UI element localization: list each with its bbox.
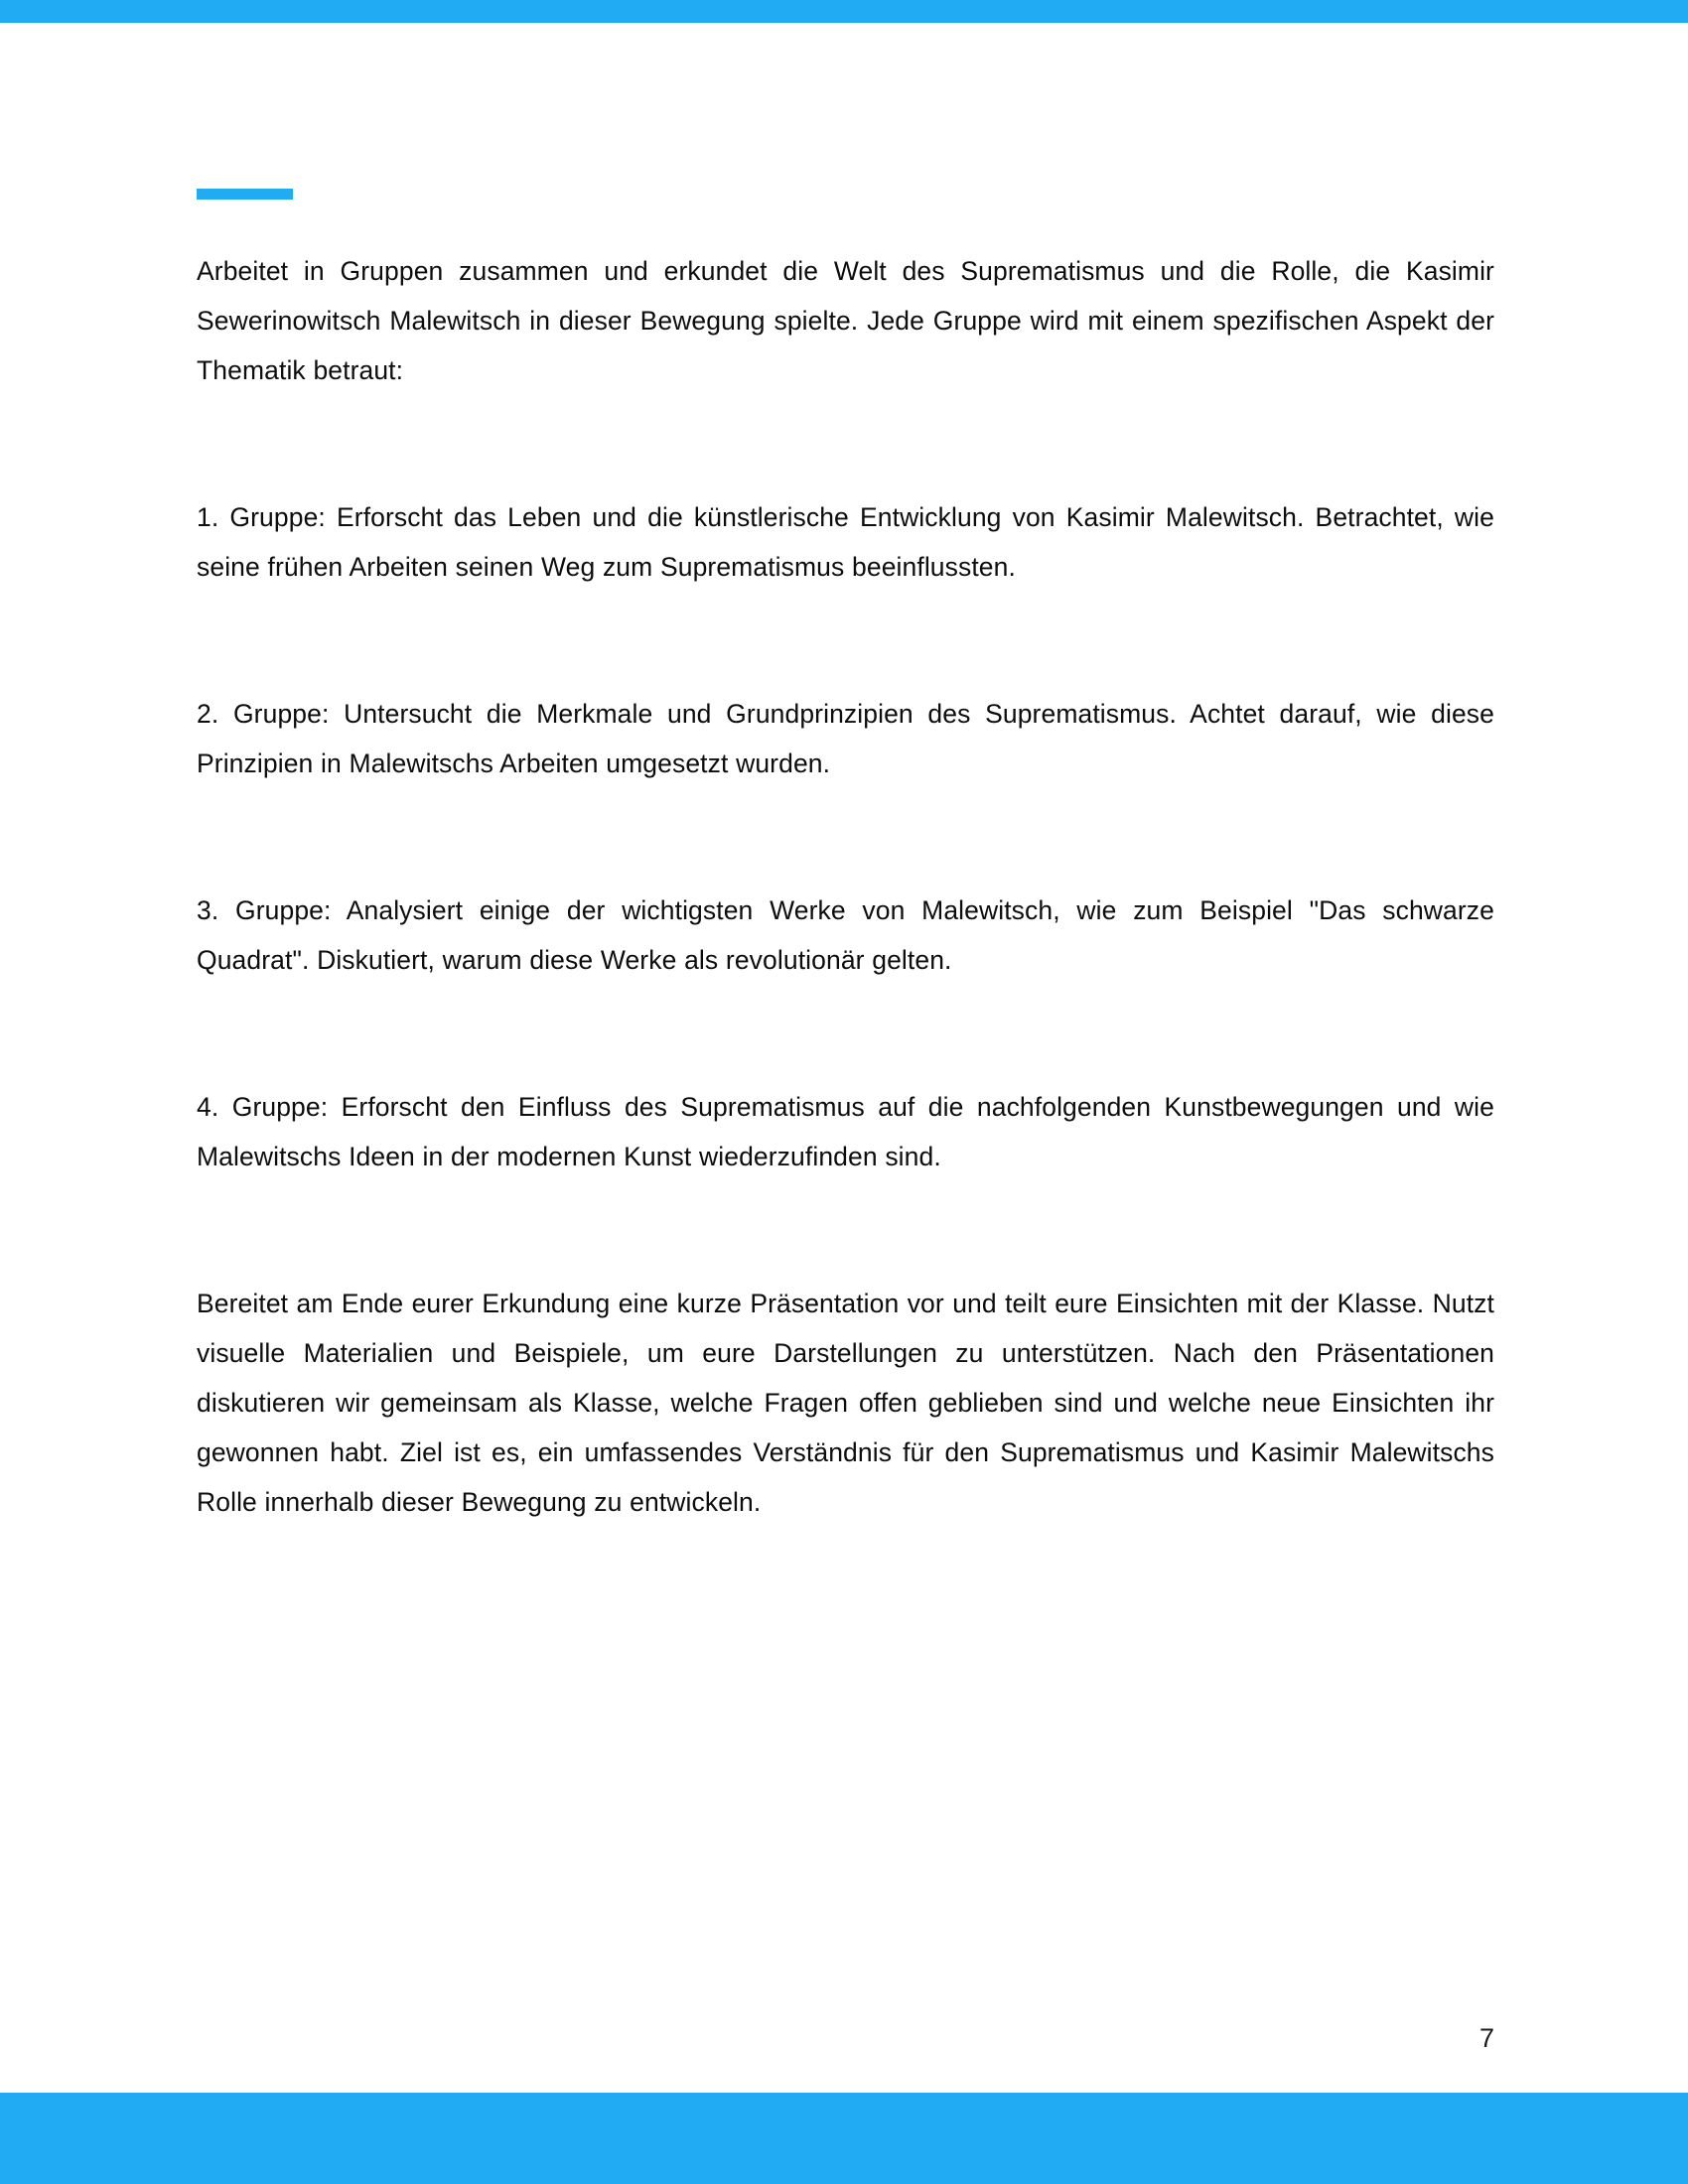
paragraph-intro: Arbeitet in Gruppen zusammen und erkundet die Welt des Suprematismus und die Rolle, die Kasimir Sewerinowitsch Malewitsch in dieser Bewegung spielte. Jede Gruppe wird mit einem spezifischen Aspekt der Thematik betraut: xyxy=(197,256,1494,385)
paragraph-group-1: 1. Gruppe: Erforscht das Leben und die künstlerische Entwicklung von Kasimir Malewitsch. Betrachtet, wie seine frühen Arbeiten seinen Weg zum Suprematismus beeinflussten. xyxy=(197,502,1494,582)
bottom-accent-bar xyxy=(0,2093,1688,2184)
paragraph-group-2: 2. Gruppe: Untersucht die Merkmale und Grundprinzipien des Suprematismus. Achtet darauf, wie diese Prinzipien in Malewitschs Arbeiten umgesetzt wurden. xyxy=(197,699,1494,778)
page-number: 7 xyxy=(1478,2023,1494,2053)
paragraph-group-4: 4. Gruppe: Erforscht den Einfluss des Suprematismus auf die nachfolgenden Kunstbewegungen und wie Malewitschs Ideen in der modernen Kunst wiederzufinden sind. xyxy=(197,1092,1494,1171)
paragraph-closing: Bereitet am Ende eurer Erkundung eine kurze Präsentation vor und teilt eure Einsichten mit der Klasse. Nutzt visuelle Materialien und Beispiele, um eure Darstellungen zu unterstützen. Nach den Präsentationen diskutieren wir gemeinsam als Klasse, welche Fragen offen geblieben sind und welche neue Einsichten ihr gewonnen habt. Ziel ist es, ein umfassendes Verständnis für den Suprematismus und Kasimir Malewitschs Rolle innerhalb dieser Bewegung zu entwickeln. xyxy=(197,1289,1494,1517)
body-copy xyxy=(197,246,1494,1527)
accent-dash-icon xyxy=(197,189,293,200)
paragraph-group-3: 3. Gruppe: Analysiert einige der wichtigsten Werke von Malewitsch, wie zum Beispiel "Das schwarze Quadrat". Diskutiert, warum diese Werke als revolutionär gelten. xyxy=(197,895,1494,975)
top-accent-bar xyxy=(0,0,1688,23)
